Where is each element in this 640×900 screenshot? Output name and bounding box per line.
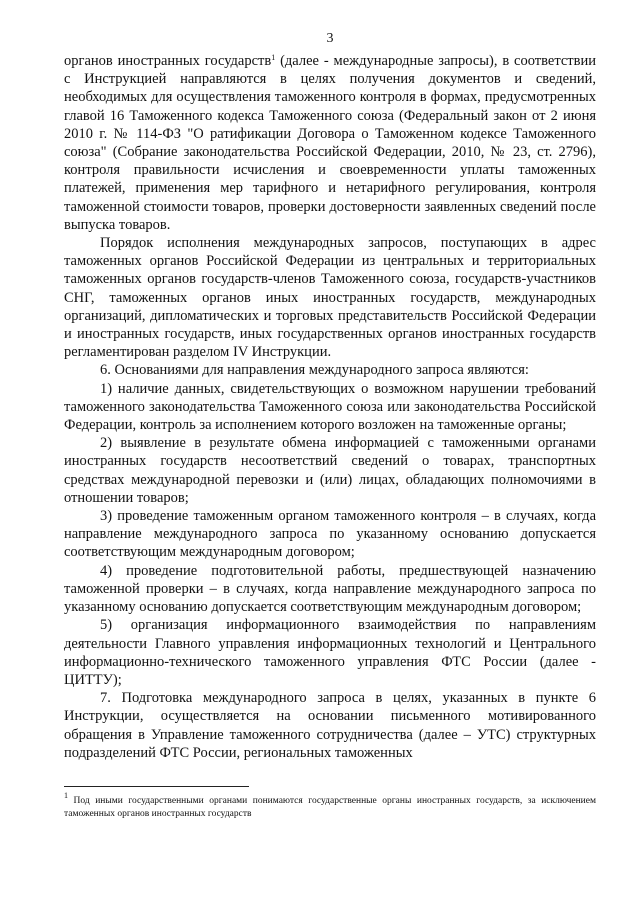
page-number: 3 [326,31,334,46]
paragraph-continuation [64,52,596,234]
paragraph-text: (далее - международные запросы), в соответствии с Инструкцией направляются в целях получения документов и сведений, необходимых для осуществления таможенного контроля в формах, предусмотренных главой 16 Таможенного кодекса Таможенного союза (Федеральный закон от 2 июня 2010 г. № 114-ФЗ "О ратификации Договора о Таможенном кодексе Таможенного союза" (Собрание законодательства Российской Федерации, 2010, № 23, ст. 2796), контроля правильности исчисления и своевременности уплаты таможенных платежей, применения мер тарифного и нетарифного регулирования, контроля таможенной стоимости товаров, проверки достоверности заявленных сведений после выпуска товаров. [64,53,596,233]
footnote-area [64,786,596,821]
paragraph-procedure: Порядок исполнения международных запросов, поступающих в адрес таможенных органов Российской Федерации из центральных и территориальных таможенных органов государств-членов Таможенного союза, государств-участников СНГ, таможенных органов иных иностранных государств, международных организаций, дипломатических и торговых представительств Российской Федерации и иностранных государств, иных государственных органов иностранных государств регламентирован разделом IV Инструкции. [64,235,596,361]
footnote-mark: 1 [64,791,68,800]
footnote-reference: 1 [271,53,276,62]
document-body [64,52,596,762]
paragraph-item-6-2: 2) выявление в результате обмена информацией с таможенными органами иностранных государств несоответствий сведений о товарах, транспортных средствах международной перевозки и (или) лицах, обладающих полномочиями в отношении товаров; [64,435,596,506]
paragraph-item-7: 7. Подготовка международного запроса в целях, указанных в пункте 6 Инструкции, осуществляется на основании письменного мотивированного обращения в Управление таможенного сотрудничества (далее – УТС) структурных подразделений ФТС России, региональных таможенных [64,690,596,761]
footnote-divider [64,786,249,787]
paragraph-item-6-3: 3) проведение таможенным органом таможенного контроля – в случаях, когда направление международного запроса по указанному основанию допускается соответствующим международным договором; [64,508,596,561]
paragraph-text: органов иностранных государств [64,53,272,69]
footnote-text: Под иными государственными органами понимаются государственные органы иностранных государств, за исключением таможенных органов иностранных государств [64,796,596,819]
paragraph-item-6-4: 4) проведение подготовительной работы, предшествующей назначению таможенной проверки – в случаях, когда направление международного запроса по указанному основанию допускается соответствующим международным договором; [64,562,596,616]
paragraph-item-6: 6. Основаниями для направления международного запроса являются: [100,362,529,379]
footnote [64,791,596,821]
paragraph-item-6-1: 1) наличие данных, свидетельствующих о возможном нарушении требований таможенного законодательства Таможенного союза или законодательства Российской Федерации, контроль за исполнением которого возложен на таможенные органы; [64,380,596,434]
paragraph-item-6-5: 5) организация информационного взаимодействия по направлениям деятельности Главного управления информационных технологий и Центрального информационно-технического таможенного управления ФТС России (далее - ЦИТТУ); [64,617,596,688]
